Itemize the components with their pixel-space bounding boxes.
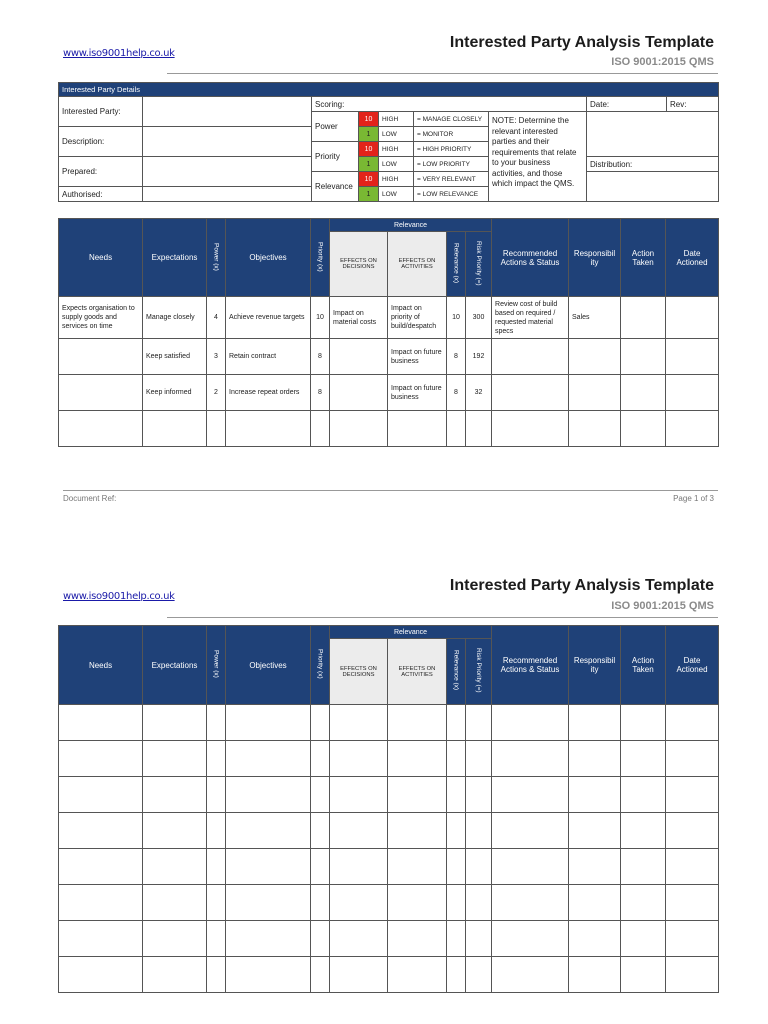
analysis-table-blank <box>58 625 719 993</box>
col-risk-priority: Risk Priority (=) <box>466 232 492 297</box>
col-effects-activities: EFFECTS ON ACTIVITIES <box>388 232 447 297</box>
cell-effects-activities[interactable]: Impact on future business <box>388 339 447 375</box>
power-low-value: 1 <box>359 127 379 142</box>
authorised-label: Authorised: <box>59 187 143 202</box>
power-low-meaning: = MONITOR <box>414 127 489 142</box>
cell-responsibility[interactable] <box>569 375 621 411</box>
col-priority: Priority (x) <box>311 626 330 705</box>
cell-risk[interactable]: 192 <box>466 339 492 375</box>
cell-date-actioned[interactable] <box>666 375 719 411</box>
prepared-field[interactable] <box>143 157 312 187</box>
col-expectations: Expectations <box>143 626 207 705</box>
relevance-label: Relevance <box>312 172 359 202</box>
col-relevance-group: Relevance <box>330 626 492 639</box>
col-date-actioned: Date Actioned <box>666 626 719 705</box>
cell-risk[interactable]: 32 <box>466 375 492 411</box>
cell-objectives[interactable]: Achieve revenue targets <box>226 297 311 339</box>
col-objectives: Objectives <box>226 626 311 705</box>
cell-relevance[interactable]: 8 <box>447 375 466 411</box>
table-row <box>59 297 719 339</box>
cell-expectations[interactable]: Keep informed <box>143 375 207 411</box>
cell-action-taken[interactable] <box>621 339 666 375</box>
page-number: Page 1 of 3 <box>673 494 714 503</box>
relevance-low-value: 1 <box>359 187 379 202</box>
col-risk-priority: Risk Priority (=) <box>466 639 492 705</box>
col-priority: Priority (x) <box>311 219 330 297</box>
details-table <box>58 82 719 202</box>
priority-high-value: 10 <box>359 142 379 157</box>
table-row <box>59 885 719 921</box>
cell-action-taken[interactable] <box>621 297 666 339</box>
cell-expectations[interactable]: Manage closely <box>143 297 207 339</box>
cell-date-actioned[interactable] <box>666 297 719 339</box>
prepared-label: Prepared: <box>59 157 143 187</box>
table-row <box>59 777 719 813</box>
cell-priority[interactable]: 8 <box>311 339 330 375</box>
cell-priority[interactable]: 8 <box>311 375 330 411</box>
cell-date-actioned[interactable] <box>666 339 719 375</box>
relevance-high-meaning: = VERY RELEVANT <box>414 172 489 187</box>
cell-needs[interactable] <box>59 375 143 411</box>
rev-label: Rev: <box>667 97 719 112</box>
document-subtitle: ISO 9001:2015 QMS <box>611 56 714 68</box>
cell-needs[interactable] <box>59 339 143 375</box>
description-label: Description: <box>59 127 143 157</box>
cell-power[interactable]: 2 <box>207 375 226 411</box>
note-text: NOTE: Determine the relevant interested parties and their requirements that relate to your business activities, and those which impact the QMS. <box>489 112 587 202</box>
power-high-label: HIGH <box>379 112 414 127</box>
col-needs: Needs <box>59 626 143 705</box>
power-low-label: LOW <box>379 127 414 142</box>
col-effects-decisions: EFFECTS ON DECISIONS <box>330 232 388 297</box>
cell-expectations[interactable]: Keep satisfied <box>143 339 207 375</box>
col-relevance-group: Relevance <box>330 219 492 232</box>
power-high-value: 10 <box>359 112 379 127</box>
scoring-label: Scoring: <box>312 97 587 112</box>
cell-priority[interactable]: 10 <box>311 297 330 339</box>
analysis-table <box>58 218 719 447</box>
cell-effects-activities[interactable]: Impact on future business <box>388 375 447 411</box>
interested-party-label: Interested Party: <box>59 97 143 127</box>
document-ref: Document Ref: <box>63 494 117 503</box>
cell-responsibility[interactable]: Sales <box>569 297 621 339</box>
date-rev-field[interactable] <box>587 112 719 157</box>
col-effects-decisions: EFFECTS ON DECISIONS <box>330 639 388 705</box>
priority-label: Priority <box>312 142 359 172</box>
cell-power[interactable]: 4 <box>207 297 226 339</box>
power-label: Power <box>312 112 359 142</box>
col-needs: Needs <box>59 219 143 297</box>
cell-relevance[interactable]: 8 <box>447 339 466 375</box>
col-objectives: Objectives <box>226 219 311 297</box>
cell-objectives[interactable]: Retain contract <box>226 339 311 375</box>
page-footer <box>63 490 718 503</box>
col-responsibility: Responsibil ity <box>569 219 621 297</box>
col-recommended: Recommended Actions & Status <box>492 626 569 705</box>
priority-high-label: HIGH <box>379 142 414 157</box>
col-responsibility: Responsibil ity <box>569 626 621 705</box>
table-row <box>59 411 719 447</box>
cell-recommended[interactable] <box>492 375 569 411</box>
description-field[interactable] <box>143 127 312 157</box>
header-rule <box>167 73 718 74</box>
details-section-title: Interested Party Details <box>59 83 719 97</box>
col-relevance: Relevance (x) <box>447 639 466 705</box>
header-rule <box>167 617 718 618</box>
cell-effects-decisions[interactable] <box>330 375 388 411</box>
table-row <box>59 705 719 741</box>
col-action-taken: Action Taken <box>621 626 666 705</box>
distribution-label: Distribution: <box>587 157 719 172</box>
col-action-taken: Action Taken <box>621 219 666 297</box>
cell-risk[interactable]: 300 <box>466 297 492 339</box>
document-title: Interested Party Analysis Template <box>449 34 714 51</box>
relevance-low-meaning: = LOW RELEVANCE <box>414 187 489 202</box>
col-relevance: Relevance (x) <box>447 232 466 297</box>
cell-objectives[interactable]: Increase repeat orders <box>226 375 311 411</box>
relevance-high-value: 10 <box>359 172 379 187</box>
document-title: Interested Party Analysis Template <box>449 577 714 594</box>
priority-high-meaning: = HIGH PRIORITY <box>414 142 489 157</box>
relevance-high-label: HIGH <box>379 172 414 187</box>
table-row <box>59 741 719 777</box>
site-link[interactable]: www.iso9001help.co.uk <box>63 591 175 602</box>
col-date-actioned: Date Actioned <box>666 219 719 297</box>
cell-needs[interactable]: Expects organisation to supply goods and services on time <box>59 297 143 339</box>
cell-responsibility[interactable] <box>569 339 621 375</box>
col-expectations: Expectations <box>143 219 207 297</box>
priority-low-meaning: = LOW PRIORITY <box>414 157 489 172</box>
table-row <box>59 375 719 411</box>
power-high-meaning: = MANAGE CLOSELY <box>414 112 489 127</box>
authorised-field[interactable] <box>143 187 312 202</box>
page-2 <box>0 545 768 1024</box>
cell-effects-decisions[interactable] <box>330 339 388 375</box>
cell-power[interactable]: 3 <box>207 339 226 375</box>
col-effects-activities: EFFECTS ON ACTIVITIES <box>388 639 447 705</box>
table-row <box>59 957 719 993</box>
interested-party-field[interactable] <box>143 97 312 127</box>
cell-relevance[interactable]: 10 <box>447 297 466 339</box>
distribution-field[interactable] <box>587 172 719 202</box>
site-link[interactable]: www.iso9001help.co.uk <box>63 48 175 59</box>
col-power: Power (x) <box>207 626 226 705</box>
col-recommended: Recommended Actions & Status <box>492 219 569 297</box>
cell-effects-activities[interactable]: Impact on priority of build/despatch <box>388 297 447 339</box>
cell-action-taken[interactable] <box>621 375 666 411</box>
priority-low-label: LOW <box>379 157 414 172</box>
cell-effects-decisions[interactable]: Impact on material costs <box>330 297 388 339</box>
table-row <box>59 849 719 885</box>
document-subtitle: ISO 9001:2015 QMS <box>611 600 714 612</box>
cell-recommended[interactable]: Review cost of build based on required / requested material specs <box>492 297 569 339</box>
relevance-low-label: LOW <box>379 187 414 202</box>
priority-low-value: 1 <box>359 157 379 172</box>
table-row <box>59 813 719 849</box>
table-row <box>59 921 719 957</box>
date-label: Date: <box>587 97 667 112</box>
cell-recommended[interactable] <box>492 339 569 375</box>
table-row <box>59 339 719 375</box>
col-power: Power (x) <box>207 219 226 297</box>
